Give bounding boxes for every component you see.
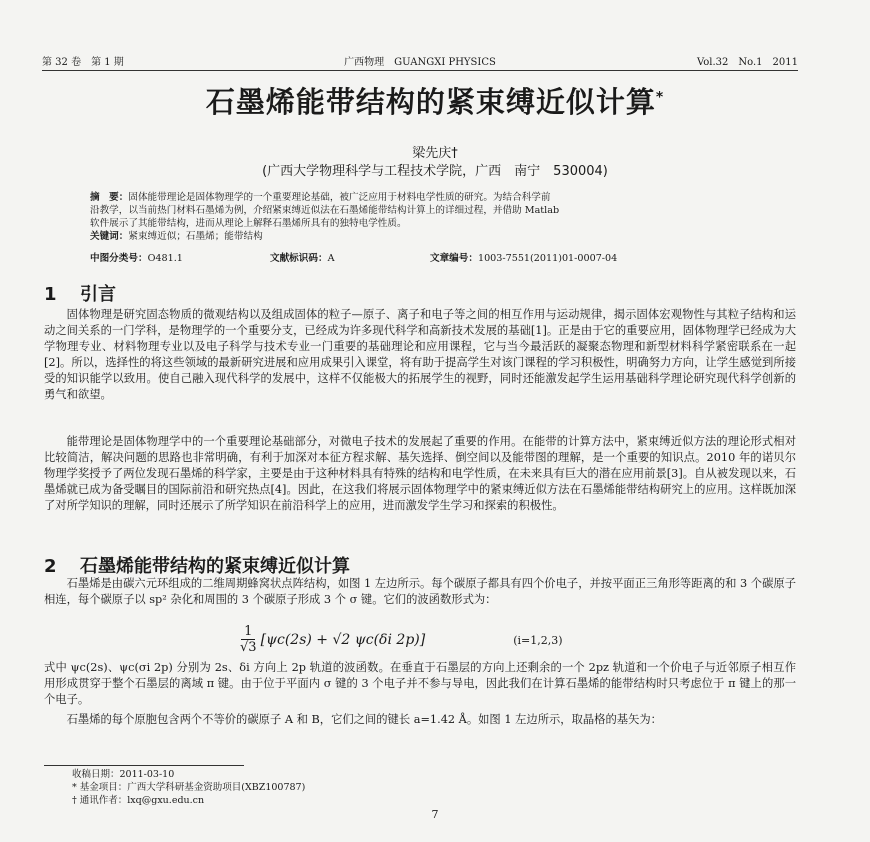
abstract-line-3: 软件展示了其能带结构，进而从理论上解释石墨烯所具有的独特电学性质。	[90, 218, 407, 229]
equation-fraction: $\frac{1}{√3}$	[240, 624, 257, 655]
classification-line	[90, 250, 776, 264]
footnote-fund: * 基金项目：广西大学科研基金资助项目(XBZ100787)	[72, 782, 306, 793]
equation-condition: (i=1,2,3)	[513, 633, 563, 647]
journal-name: 广西物理 GUANGXI PHYSICS	[344, 57, 496, 68]
footnote-divider	[44, 765, 244, 766]
document-code: 文献标识码：A	[270, 253, 335, 264]
section-2-paragraph-3: 石墨烯的每个原胞包含两个不等价的碳原子 A 和 B，它们之间的键长 a=1.42 Å。如图 1 左边所示，取晶格的基矢为：	[66, 713, 662, 726]
abstract	[90, 191, 776, 243]
abstract-line-1: 摘 要：固体能带理论是固体物理学的一个重要理论基础，被广泛应用于材料电学性质的研究。为结合科学前	[90, 192, 551, 203]
wavefunction-equation	[240, 622, 780, 658]
paper-title	[0, 80, 870, 121]
keywords: 关键词：紧束缚近似；石墨烯；能带结构	[90, 231, 263, 242]
section-1-paragraph-2: 能带理论是固体物理学中的一个重要理论基础部分，对微电子技术的发展起了重要的作用。在能带的计算方法中，紧束缚近似方法的理论形式相对比较简洁，解决问题的思路也非常明确，有利于加深对本征方程求解、基矢选择、倒空间以及能带图的理解，是一个重要的知识点。2010 年的诺贝尔物理学奖授予了两位发现石墨烯的科学家，主要是由于这种材料具有特殊的结构和电学性质，在未来具有巨大的潜在应用前景[3]。自从被发现以来，石墨烯就已成为备受瞩目的国际前沿和研究热点[4]。因此，在这我们将展示固体物理学中的紧束缚近似方法在石墨烯能带结构研究上的应用。这样既加深了对所学知识的理解，同时还展示了所学知识在前沿科学上的应用，进而激发学生学习和探索的积极性。	[44, 435, 796, 512]
journal-volume: 第 32 卷 第 1 期	[42, 57, 124, 68]
journal-volume-en: Vol.32 No.1 2011	[696, 57, 798, 68]
page-number: 7	[431, 808, 439, 821]
section-1-paragraph-1: 固体物理是研究固态物质的微观结构以及组成固体的粒子—原子、离子和电子等之间的相互作用与运动规律，揭示固体宏观物性与其粒子结构和运动之间关系的一门学科，是物理学的一个重要分支，已经成为许多现代科学和高新技术发展的基础[1]。正是由于它的重要应用，固体物理学已经成为大学物理专业、材料物理专业以及电子科学与技术专业一门重要的基础理论和应用课程，它与当今最活跃的凝聚态物理和新型材料科学紧密联系在一起[2]。所以，选择性的将这些领域的最新研究进展和应用成果引入课堂，将有助于提高学生对该门课程的学习积极性，明确努力方向，让学生感觉到所接受的知识能学以致用。使自己融入现代科学的发展中，这样不仅能极大的拓展学生的视野，同时还能激发起学生运用基础科学理论研究现代科学创新的勇气和欲望。	[44, 308, 796, 401]
footnote-contact: † 通讯作者：lxq@gxu.edu.cn	[72, 795, 205, 806]
section-2-paragraph-1: 石墨烯是由碳六元环组成的二维周期蜂窝状点阵结构，如图 1 左边所示。每个碳原子都具有四个价电子，并按平面正三角形等距离的和 3 个碳原子相连，每个碳原子以 sp² 杂化和周围的 3 个碳原子形成 3 个 σ 键。它们的波函数形式为：	[44, 577, 796, 606]
paper-title-text: 石墨烯能带结构的紧束缚近似计算	[205, 85, 656, 119]
section-2-paragraph-2: 式中 ψc(2s)、ψc(σi 2p) 分别为 2s、δi 方向上 2p 轨道的波函数。在垂直于石墨层的方向上还剩余的一个 2pz 轨道和一个价电子与近邻原子相互作用形成贯穿于整个石墨层的离域 π 键。由于位于平面内 σ 键的 3 个电子并不参与导电，因此我们在计算石墨烯的能带结构时只考虑位于 π 键上的那一个电子。	[44, 661, 796, 706]
equation-body: [ψc(2s) + √2 ψc(δi 2p)]	[260, 632, 426, 648]
footnote-received-date: 收稿日期：2011-03-10	[72, 769, 175, 780]
keywords-label: 关键词：	[90, 231, 129, 242]
abstract-line-2: 沿教学，以当前热门材料石墨烯为例，介绍紧束缚近似法在石墨烯能带结构计算上的详细过程，并借助 Matlab	[90, 205, 560, 216]
section-2-heading: 2 石墨烯能带结构的紧束缚近似计算	[44, 556, 350, 577]
footnotes	[72, 768, 305, 807]
clc-number: 中图分类号：O481.1	[90, 253, 183, 264]
abstract-label: 摘 要：	[90, 192, 129, 203]
title-footnote-mark: *	[655, 89, 665, 106]
author: 梁先庆†	[412, 146, 458, 161]
article-number: 文章编号：1003-7551(2011)01-0007-04	[430, 253, 618, 264]
affiliation: (广西大学物理科学与工程技术学院，广西 南宁 530004)	[262, 164, 608, 179]
running-head	[42, 50, 798, 71]
section-1-heading: 1 引言	[44, 284, 116, 305]
